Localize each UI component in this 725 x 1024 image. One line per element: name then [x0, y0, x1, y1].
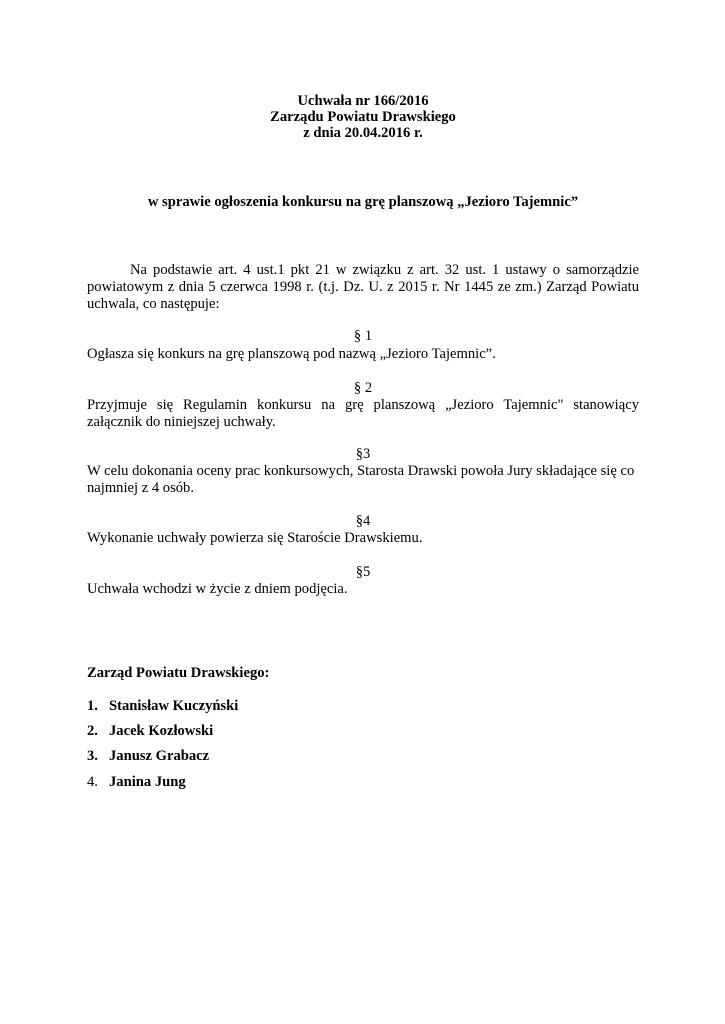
resolution-date: z dnia 20.04.2016 r. — [303, 125, 423, 141]
legal-basis-text: Na podstawie art. 4 ust.1 pkt 21 w związku z art. 32 ust. 1 ustawy o samorządzie powiatowym z dnia 5 czerwca 1998 r. (t.j. Dz. U. z 2015 r. Nr 1445 ze zm.) Zarząd Powiatu uchwala, co następuje: — [87, 262, 639, 312]
section-text-2: Przyjmuje się Regulamin konkursu na grę planszową „Jezioro Tajemnic" stanowiący załącznik do niniejszej uchwały. — [87, 397, 639, 430]
member-name: Janusz Grabacz — [109, 748, 210, 764]
board-title: Zarząd Powiatu Drawskiego: — [87, 665, 270, 681]
resolution-number: Uchwała nr 166/2016 — [297, 93, 429, 109]
board-member-1 — [87, 698, 238, 715]
member-number: 3. — [87, 748, 98, 764]
section-number-4: §4 — [355, 513, 371, 529]
board-member-4 — [87, 774, 186, 791]
member-number: 4. — [87, 774, 98, 790]
resolution-subject: w sprawie ogłoszenia konkursu na grę planszową „Jezioro Tajemnic” — [147, 194, 579, 210]
section-number-3: §3 — [355, 446, 371, 462]
member-name: Janina Jung — [109, 774, 186, 790]
section-text-5: Uchwała wchodzi w życie z dniem podjęcia. — [87, 581, 348, 597]
section-number-2: § 2 — [353, 380, 373, 396]
member-name: Jacek Kozłowski — [109, 723, 214, 739]
section-number-1: § 1 — [353, 328, 373, 344]
board-member-3 — [87, 748, 209, 765]
resolution-header — [87, 93, 639, 141]
section-text-1: Ogłasza się konkurs na grę planszową pod nazwą „Jezioro Tajemnic”. — [87, 346, 496, 362]
member-name: Stanisław Kuczyński — [109, 698, 239, 714]
member-number: 1. — [87, 698, 98, 714]
member-number: 2. — [87, 723, 98, 739]
board-member-2 — [87, 723, 213, 740]
section-number-5: §5 — [355, 564, 371, 580]
issuing-body: Zarządu Powiatu Drawskiego — [270, 109, 456, 125]
section-text-3: W celu dokonania oceny prac konkursowych, Starosta Drawski powoła Jury składające się co najmniej z 4 osób. — [87, 463, 635, 496]
legal-basis-paragraph — [87, 262, 639, 313]
section-text-4: Wykonanie uchwały powierza się Staroście Drawskiemu. — [87, 530, 423, 546]
